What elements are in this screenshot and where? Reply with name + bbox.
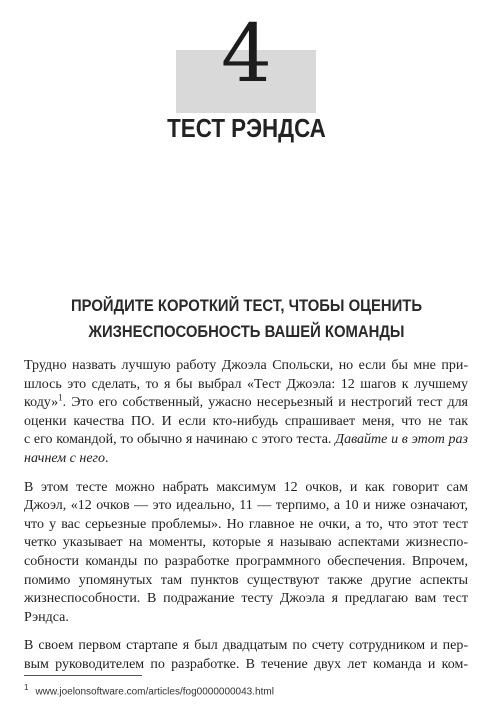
paragraph-line: оценки качества ПО. И если кто-нибудь спрашивает меня, что не так xyxy=(24,413,468,429)
paragraph-text: с его командой, то обычно я начинаю с этого теста. xyxy=(24,432,336,448)
body-text xyxy=(24,357,468,685)
paragraph-line: четко указывает на моменты, которые я называю аспектами жизнеспо- xyxy=(24,535,468,551)
footnote-mark: 1 xyxy=(24,683,29,692)
paragraph-line xyxy=(24,394,468,413)
footnote-reference[interactable]: 1 xyxy=(58,392,63,403)
paragraph-line xyxy=(24,450,468,469)
footnote xyxy=(24,683,274,697)
footnote-divider xyxy=(24,675,142,676)
paragraph-2 xyxy=(24,479,468,628)
paragraph-text: . xyxy=(105,450,109,466)
emphasis-text: начнем с него xyxy=(24,450,106,466)
paragraph-line: шлось это сделать, то я бы выбрал «Тест Джоэла: 12 шагов к лучшему xyxy=(24,376,468,392)
paragraph-text: . Это его собственный, ужасно несерьезный и нестрогий тест для xyxy=(62,395,468,411)
paragraph-3 xyxy=(24,637,468,674)
paragraph-line: Джоэл, «12 очков — это идеально, 11 — терпимо, а 10 и ниже означают, xyxy=(24,498,468,514)
paragraph-line: вым руководителем по разработке. В течение двух лет команда и ком- xyxy=(24,656,468,672)
section-heading xyxy=(43,293,451,345)
section-heading-line-2: ЖИЗНЕСПОСОБНОСТЬ ВАШЕЙ КОМАНДЫ xyxy=(88,323,405,341)
chapter-title: ТЕСТ РЭНДСА xyxy=(167,113,326,143)
footnote-link[interactable]: www.joelonsoftware.com/articles/fog0000000043.html xyxy=(35,686,274,698)
paragraph-text: коду» xyxy=(24,395,59,411)
paragraph-line: Трудно назвать лучшую работу Джоэла Спольски, но если бы мне при- xyxy=(24,358,468,373)
section-heading-line-1: ПРОЙДИТЕ КОРОТКИЙ ТЕСТ, ЧТОБЫ ОЦЕНИТЬ xyxy=(70,297,423,315)
paragraph-line: помимо упомянутых там пунктов существуют также другие аспекты xyxy=(24,572,468,588)
emphasis-text: Давайте и в этот раз xyxy=(335,432,468,448)
paragraph-line: жизнеспособности. В подражание тесту Джоэла я предлагаю вам тест xyxy=(24,591,468,607)
paragraph-line: В этом тесте можно набрать максимум 12 очков, и как говорит сам xyxy=(24,479,468,495)
paragraph-line: Рэндса. xyxy=(24,609,69,625)
paragraph-line: В своем первом стартапе я был двадцатым по счету сотрудником и пер- xyxy=(24,638,468,654)
paragraph-1 xyxy=(24,357,468,469)
paragraph-line xyxy=(24,431,468,450)
chapter-number: 4 xyxy=(221,7,272,100)
paragraph-line: что у вас серьезные проблемы». Но главное не очки, а то, что этот тест xyxy=(24,516,468,532)
paragraph-line: собности команды по разработке программного обеспечения. Впрочем, xyxy=(24,553,468,569)
